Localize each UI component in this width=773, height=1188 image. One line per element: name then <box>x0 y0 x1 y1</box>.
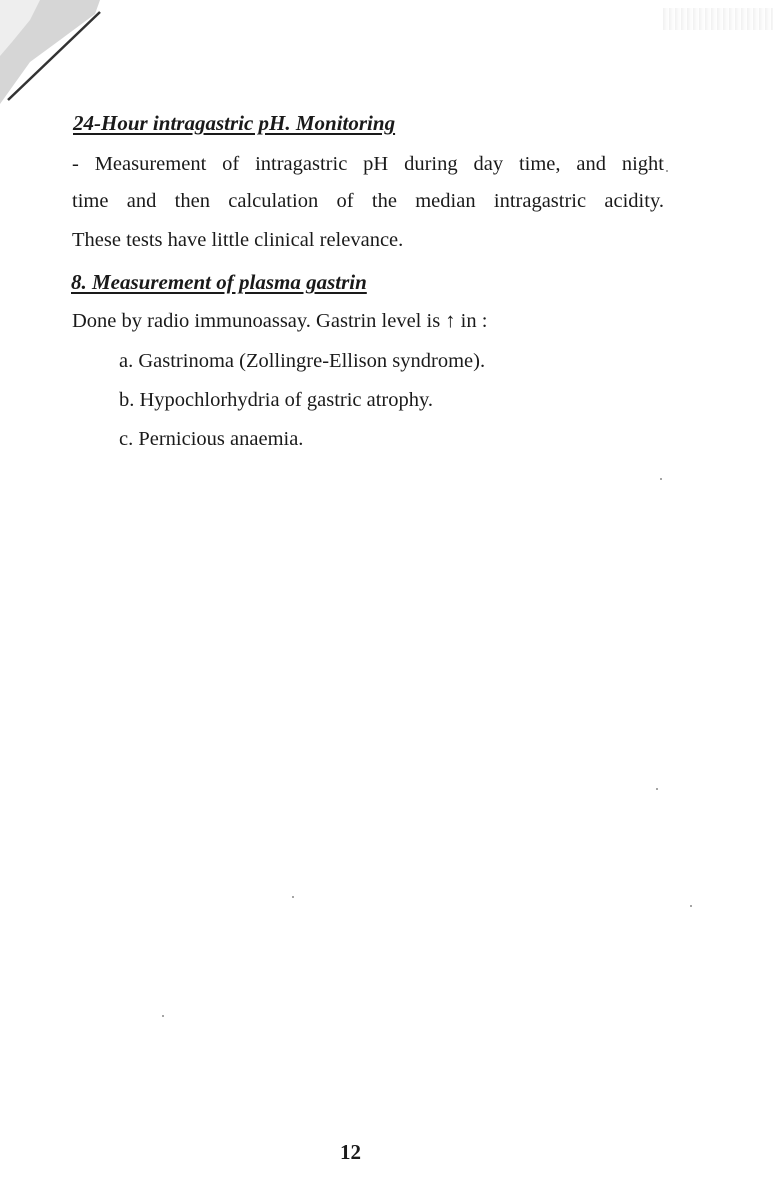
list-item-pernicious-anaemia: c. Pernicious anaemia. <box>119 428 304 450</box>
section-heading-ph-monitoring: 24-Hour intragastric pH. Monitoring <box>73 111 396 135</box>
list-item-gastrinoma: a. Gastrinoma (Zollingre-Ellison syndrome). <box>119 350 486 372</box>
ph-text-line-3: These tests have little clinical relevance. <box>72 229 404 251</box>
scan-speck <box>162 1015 164 1017</box>
scan-noise-strip <box>663 8 773 30</box>
page-number: 12 <box>340 1140 361 1164</box>
ph-text-line-2: time and then calculation of the median intragastric acidity. <box>72 190 664 212</box>
scan-speck <box>656 788 658 790</box>
scan-speck <box>292 896 294 898</box>
scan-speck <box>666 170 668 172</box>
list-item-hypochlorhydria: b. Hypochlorhydria of gastric atrophy. <box>119 389 434 411</box>
section-heading-plasma-gastrin: 8. Measurement of plasma gastrin <box>71 270 367 294</box>
scan-speck <box>690 905 692 907</box>
gastrin-intro-text: Done by radio immunoassay. Gastrin level is ↑ in : <box>72 310 488 332</box>
scan-corner-shadow <box>0 0 110 110</box>
scan-speck <box>660 478 662 480</box>
ph-text-line-1: - Measurement of intragastric pH during day time, and night <box>72 153 664 175</box>
